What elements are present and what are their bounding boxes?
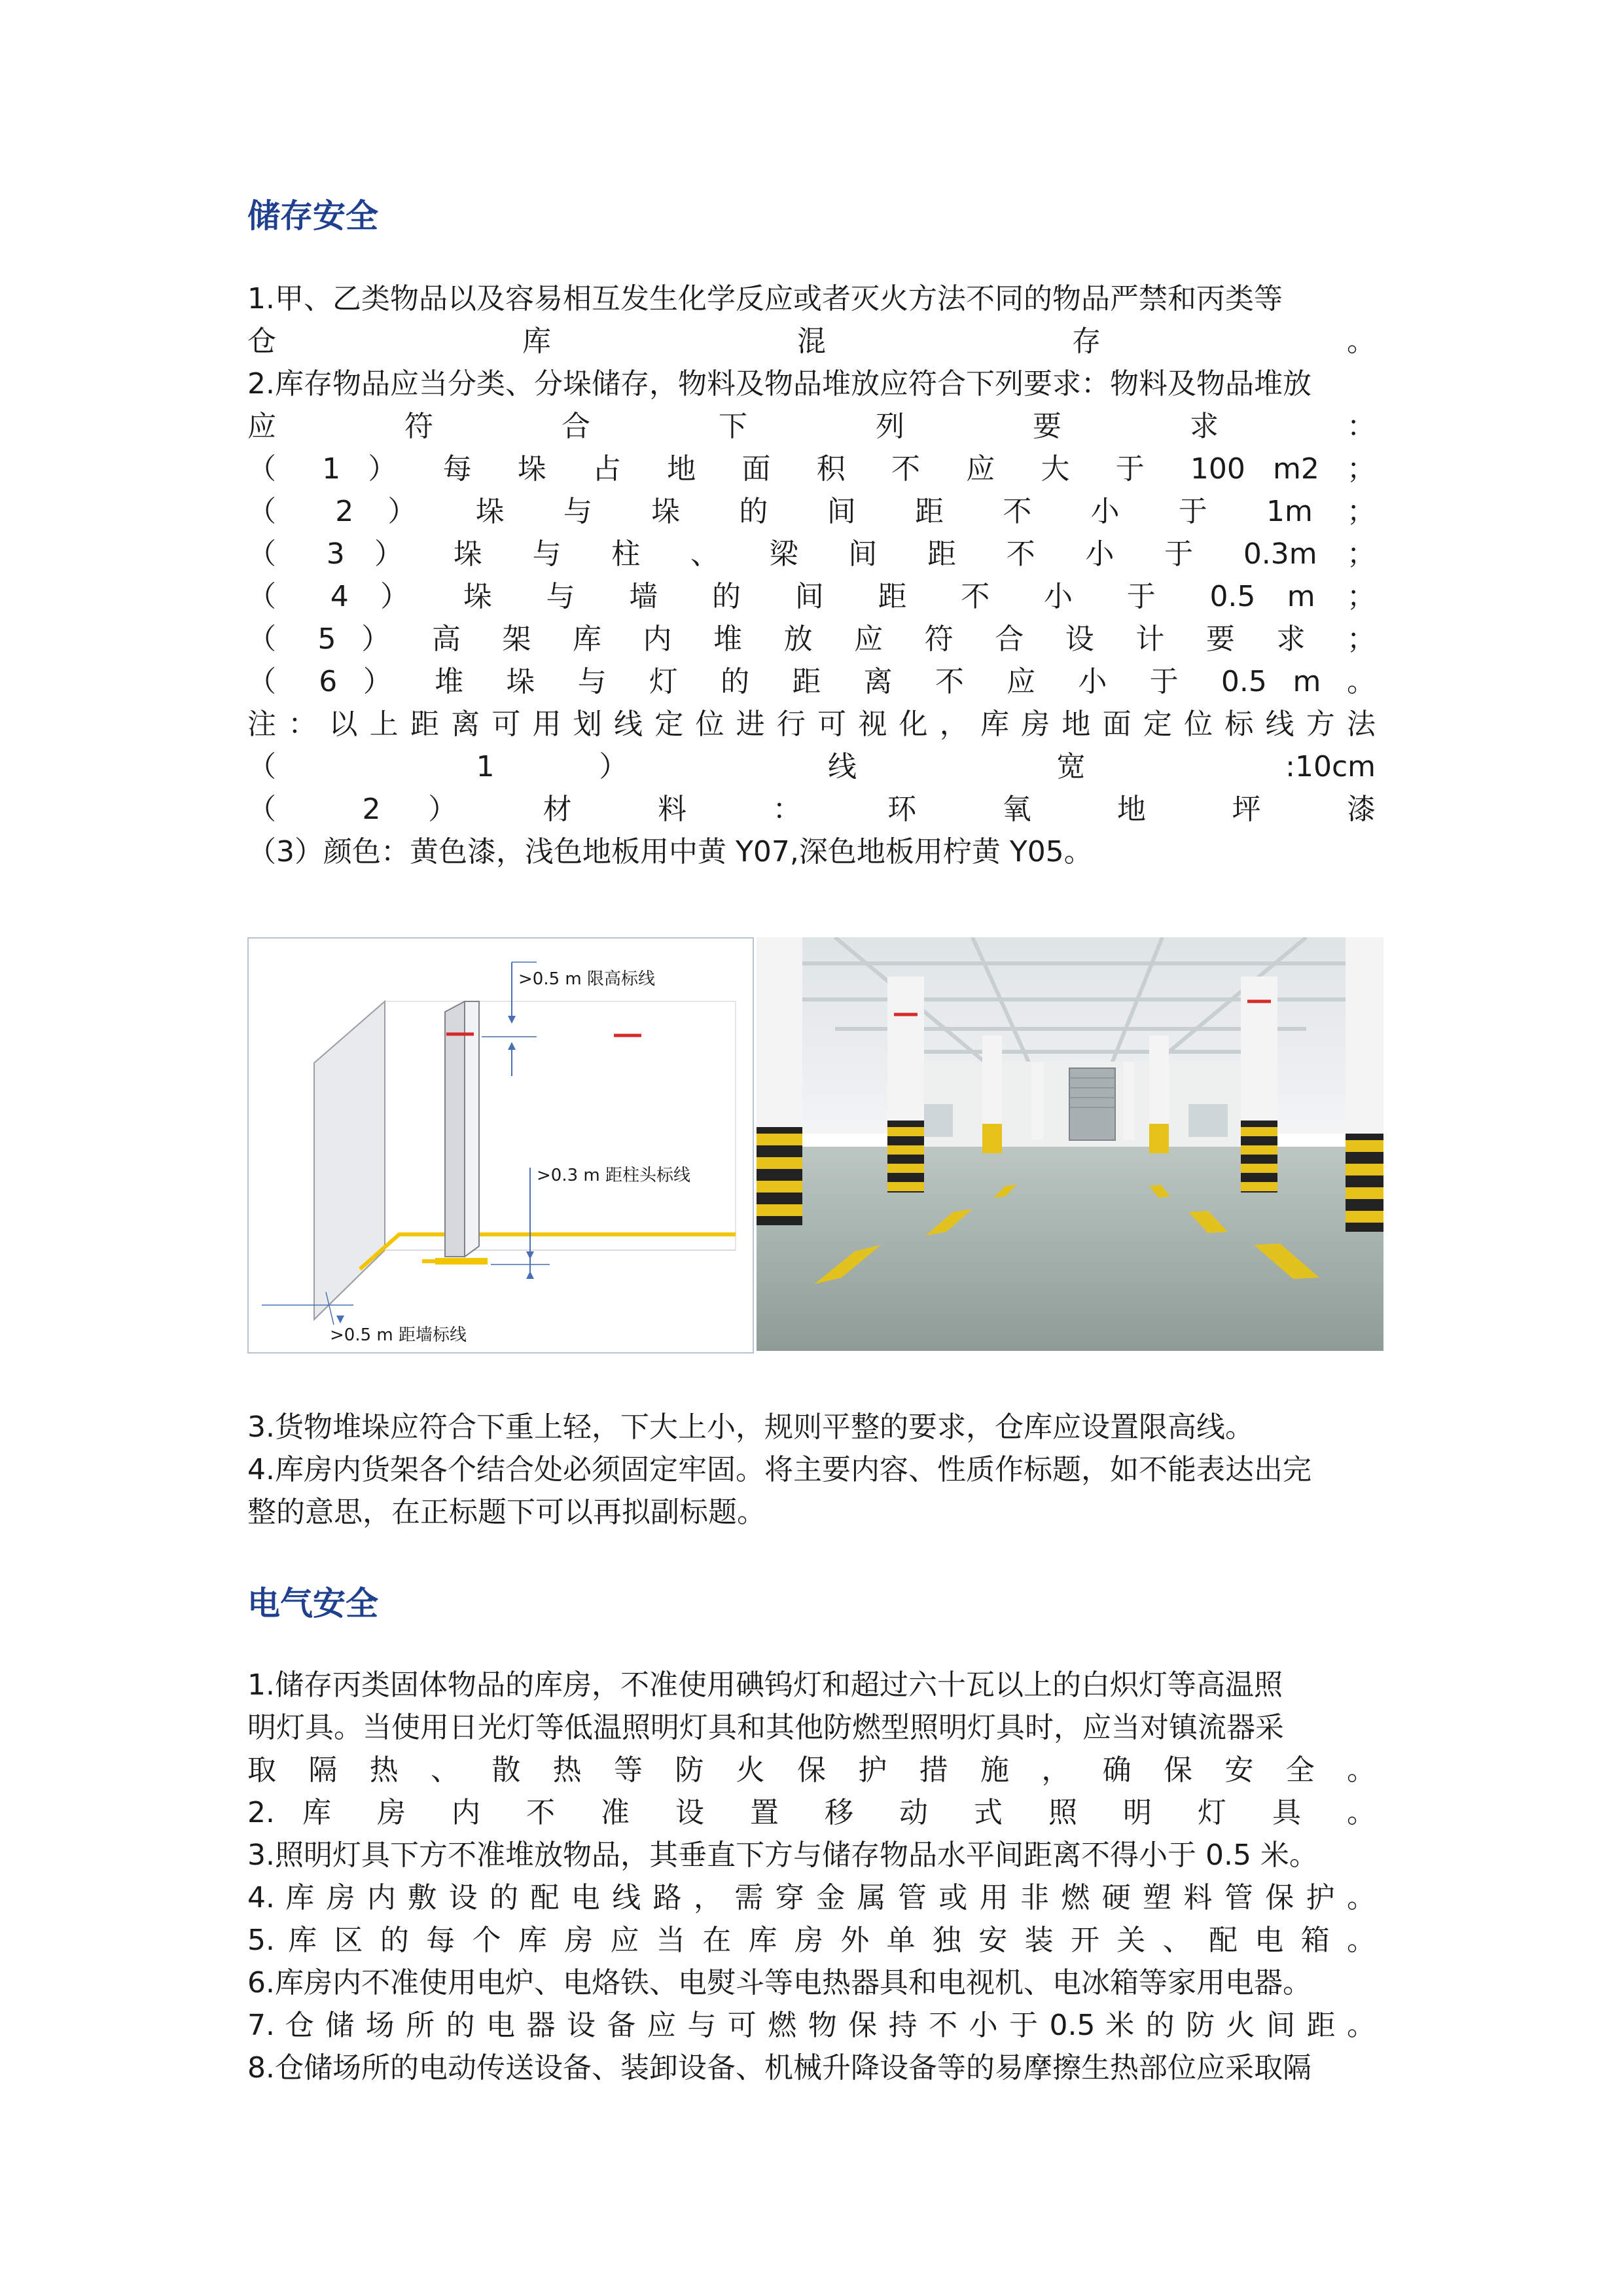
- section-heading-electrical: 电气安全: [247, 1584, 378, 1623]
- paragraph-line: 仓 库 混 存 。: [247, 325, 1376, 358]
- paragraph-line: （3）颜色：黄色漆，浅色地板用中黄 Y07,深色地板用柠黄 Y05。: [247, 835, 1093, 869]
- paragraph-line: 6.库房内不准使用电炉、电烙铁、电熨斗等电热器具和电视机、电冰箱等家用电器。: [247, 1966, 1311, 2000]
- section-heading-storage: 储存安全: [247, 196, 378, 235]
- section-storage: [247, 195, 1376, 237]
- paragraph-line: 2.库存物品应当分类、分垛储存，物料及物品堆放应符合下列要求：物料及物品堆放: [247, 367, 1311, 401]
- marking-diagram: [247, 937, 754, 1354]
- paragraph-line: 1.储存丙类固体物品的库房，不准使用碘钨灯和超过六十瓦以上的白炽灯等高温照: [247, 1668, 1283, 1702]
- paragraph-line: （ 2 ） 垛 与 垛 的 间 距 不 小 于 1m ；: [247, 495, 1376, 528]
- paragraph-line: （ 3 ） 垛 与 柱 、 梁 间 距 不 小 于 0.3m ；: [247, 537, 1376, 571]
- paragraph-line: 3.货物堆垛应符合下重上轻，下大上小，规则平整的要求，仓库应设置限高线。: [247, 1410, 1254, 1444]
- paragraph-line: 4. 库 房 内 敷 设 的 配 电 线 路 ， 需 穿 金 属 管 或 用 非 燃 硬 塑 料 管 保 护 。: [247, 1881, 1376, 1914]
- paragraph-line: 取 隔 热 、 散 热 等 防 火 保 护 措 施 ， 确 保 安 全 。: [247, 1753, 1376, 1787]
- label-height-line: >0.5 m 限高标线: [518, 969, 655, 989]
- paragraph-line: 注 ： 以 上 距 离 可 用 划 线 定 位 进 行 可 视 化 ， 库 房 地 面 定 位 标 线 方 法: [247, 708, 1376, 741]
- paragraph-line: （ 2 ） 材 料 ： 环 氧 地 坪 漆: [247, 793, 1376, 826]
- paragraph-line: 2. 库 房 内 不 准 设 置 移 动 式 照 明 灯 具 。: [247, 1796, 1376, 1829]
- paragraph-line: （ 5 ） 高 架 库 内 堆 放 应 符 合 设 计 要 求 ；: [247, 622, 1376, 656]
- paragraph-line: 应 符 合 下 列 要 求 ：: [247, 410, 1376, 443]
- paragraph-line: 整的意思，在正标题下可以再拟副标题。: [247, 1496, 766, 1529]
- warehouse-photo: [757, 937, 1383, 1351]
- storage-rules: [247, 278, 1376, 873]
- storage-rules-continued: [247, 1406, 1376, 1534]
- paragraph-line: （ 4 ） 垛 与 墙 的 间 距 不 小 于 0.5 m ；: [247, 580, 1376, 613]
- label-column-line: >0.3 m 距柱头标线: [537, 1166, 690, 1185]
- paragraph-line: 7. 仓 储 场 所 的 电 器 设 备 应 与 可 燃 物 保 持 不 小 于 0.5 米 的 防 火 间 距 。: [247, 2009, 1376, 2042]
- paragraph-line: 明灯具。当使用日光灯等低温照明灯具和其他防燃型照明灯具时，应当对镇流器采: [247, 1711, 1284, 1744]
- paragraph-line: 4.库房内货架各个结合处必须固定牢固。将主要内容、性质作标题，如不能表达出完: [247, 1453, 1311, 1486]
- paragraph-line: 5. 库 区 的 每 个 库 房 应 当 在 库 房 外 单 独 安 装 开 关 、 配 电 箱 。: [247, 1924, 1376, 1957]
- paragraph-line: （ 1 ） 线 宽 :10cm: [247, 750, 1376, 783]
- paragraph-line: 3.照明灯具下方不准堆放物品，其垂直下方与储存物品水平间距离不得小于 0.5 米。: [247, 1839, 1318, 1872]
- warehouse-figure: [247, 937, 1383, 1356]
- paragraph-line: （ 1 ） 每 垛 占 地 面 积 不 应 大 于 100 m2 ；: [247, 452, 1376, 486]
- paragraph-line: 1.甲、乙类物品以及容易相互发生化学反应或者灭火方法不同的物品严禁和丙类等: [247, 282, 1283, 315]
- section-electrical: [247, 1583, 1376, 1624]
- paragraph-line: 8.仓储场所的电动传送设备、装卸设备、机械升降设备等的易摩擦生热部位应采取隔: [247, 2051, 1311, 2085]
- paragraph-line: （ 6 ） 堆 垛 与 灯 的 距 离 不 应 小 于 0.5 m 。: [247, 665, 1376, 698]
- label-wall-line: >0.5 m 距墙标线: [330, 1325, 467, 1345]
- electrical-rules: [247, 1664, 1376, 2089]
